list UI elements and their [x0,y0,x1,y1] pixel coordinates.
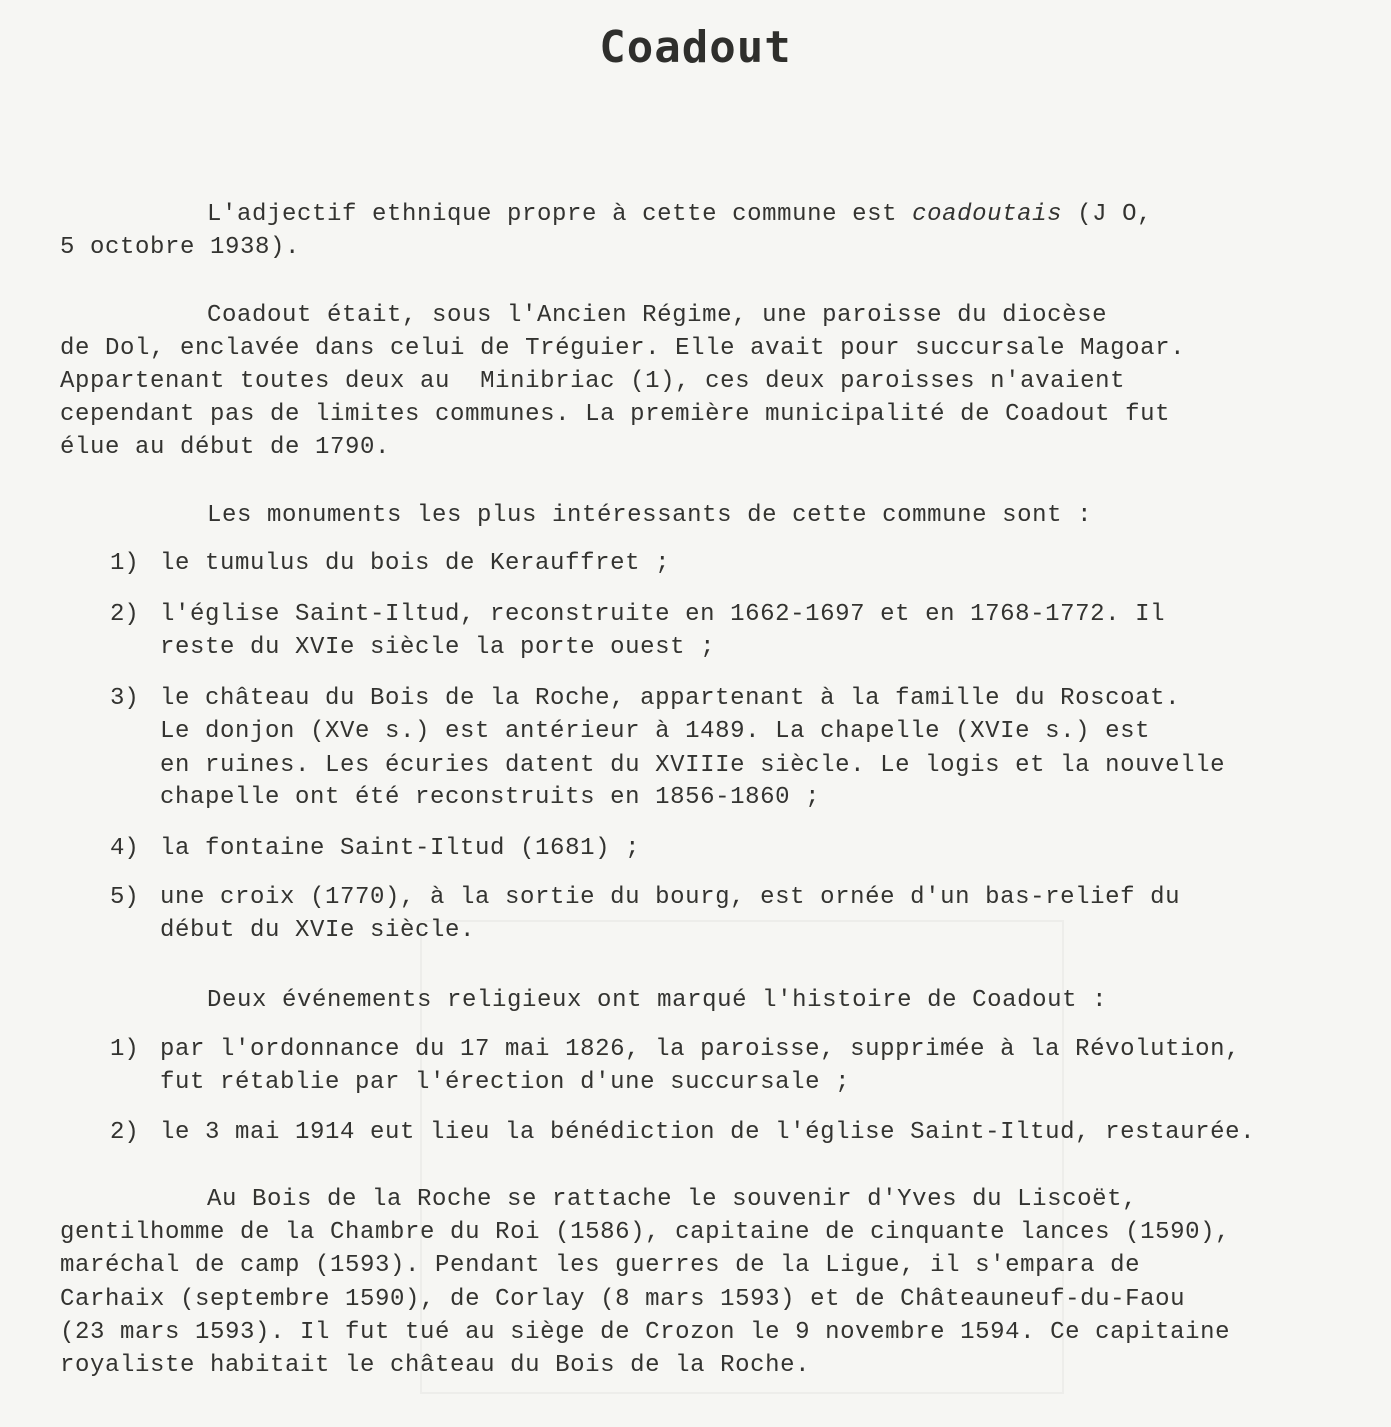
list-item-line: la fontaine Saint-Iltud (1681) ; [160,835,641,862]
text-run: L'adjectif ethnique propre à cette commune est [207,201,913,228]
paragraph-2-line: Coadout était, sous l'Ancien Régime, une paroisse du diocèse [207,302,1108,329]
list-item-line: le 3 mai 1914 eut lieu la bénédiction de l'église Saint-Iltud, restaurée. [160,1119,1256,1146]
list-item-line: en ruines. Les écuries datent du XVIIIe siècle. Le logis et la nouvelle [160,752,1226,779]
paragraph-5-line: Carhaix (septembre 1590), de Corlay (8 mars 1593) et de Châteauneuf-du-Faou [60,1286,1186,1313]
text-run: (J O, [1062,201,1153,228]
list-number: 1) [110,550,139,577]
page-title: Coadout [599,22,792,73]
list-item-line: chapelle ont été reconstruits en 1856-1860 ; [160,784,821,811]
list-item-line: le château du Bois de la Roche, appartenant à la famille du Roscoat. [160,685,1181,712]
list-number: 2) [110,1119,139,1146]
paragraph-5-line: royaliste habitait le château du Bois de la Roche. [60,1352,811,1379]
paragraph-2-line: cependant pas de limites communes. La première municipalité de Coadout fut [60,401,1171,428]
paragraph-2-line: de Dol, enclavée dans celui de Tréguier. Elle avait pour succursale Magoar. [60,335,1186,362]
events-intro: Deux événements religieux ont marqué l'histoire de Coadout : [207,987,1108,1014]
list-item-line: Le donjon (XVe s.) est antérieur à 1489. La chapelle (XVIe s.) est [160,718,1151,745]
list-number: 5) [110,884,139,911]
list-number: 4) [110,835,139,862]
list-number: 2) [110,601,139,628]
list-item-line: fut rétablie par l'érection d'une succursale ; [160,1069,851,1096]
list-item-line: début du XVIe siècle. [160,917,476,944]
paragraph-2-line: élue au début de 1790. [60,434,391,461]
list-number: 1) [110,1036,139,1063]
list-item-line: le tumulus du bois de Kerauffret ; [160,550,671,577]
list-item-line: reste du XVIe siècle la porte ouest ; [160,634,716,661]
paragraph-5-line: maréchal de camp (1593). Pendant les guerres de la Ligue, il s'empara de [60,1252,1141,1279]
list-item-line: par l'ordonnance du 17 mai 1826, la paroisse, supprimée à la Révolution, [160,1036,1241,1063]
paragraph-5-line: Au Bois de la Roche se rattache le souvenir d'Yves du Liscoët, [207,1186,1138,1213]
paragraph-5-line: (23 mars 1593). Il fut tué au siège de Crozon le 9 novembre 1594. Ce capitaine [60,1319,1231,1346]
italic-term: coadoutais [912,201,1063,228]
paragraph-1-line-1 [207,199,1152,231]
paragraph-2-line: Appartenant toutes deux au Minibriac (1), ces deux paroisses n'avaient [60,368,1126,395]
monuments-intro: Les monuments les plus intéressants de cette commune sont : [207,502,1093,529]
paragraph-5-line: gentilhomme de la Chambre du Roi (1586), capitaine de cinquante lances (1590), [60,1219,1231,1246]
list-item-line: une croix (1770), à la sortie du bourg, est ornée d'un bas-relief du [160,884,1181,911]
list-item-line: l'église Saint-Iltud, reconstruite en 1662-1697 et en 1768-1772. Il [160,601,1166,628]
list-number: 3) [110,685,139,712]
paragraph-1-line-2: 5 octobre 1938). [60,234,301,261]
